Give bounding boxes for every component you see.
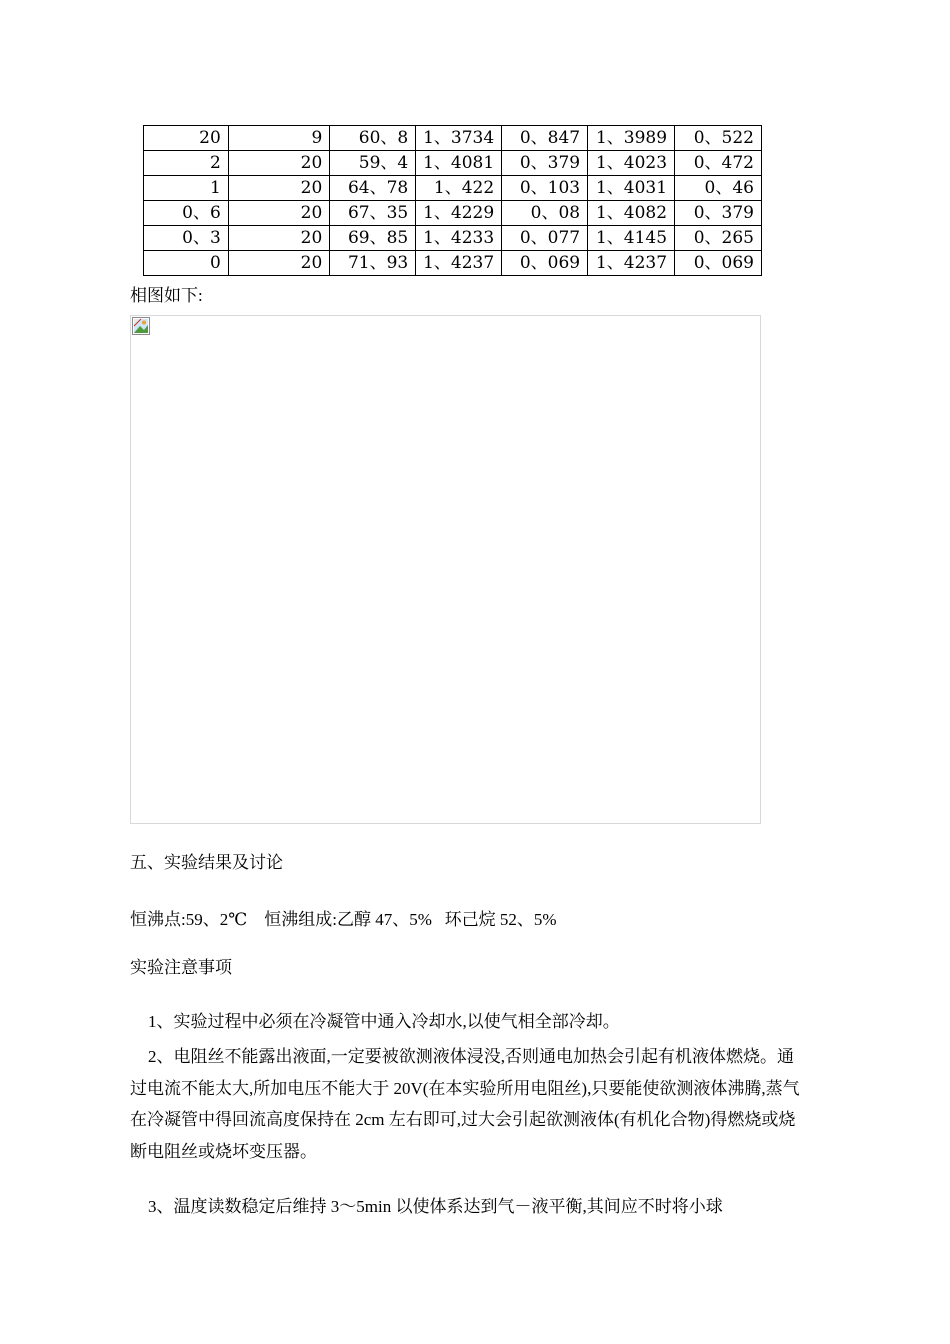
notes-heading: 实验注意事项 [130, 958, 232, 977]
table-cell: 1、3734 [416, 126, 502, 151]
table-cell: 1、4145 [588, 226, 675, 251]
table-cell: 0、847 [502, 126, 588, 151]
table-cell: 0、077 [502, 226, 588, 251]
table-cell: 0、6 [144, 201, 229, 226]
table-cell: 0、3 [144, 226, 229, 251]
table-row [144, 126, 762, 151]
table-row [144, 226, 762, 251]
table-cell: 0、069 [502, 251, 588, 276]
table-cell: 0、265 [675, 226, 762, 251]
table-cell: 0、522 [675, 126, 762, 151]
table-cell: 1、4082 [588, 201, 675, 226]
figure-placeholder [130, 315, 761, 824]
table-cell: 1、4031 [588, 176, 675, 201]
table-cell: 0、379 [502, 151, 588, 176]
table-cell: 1、4237 [588, 251, 675, 276]
table-cell: 0、46 [675, 176, 762, 201]
table-cell: 1 [144, 176, 229, 201]
table-cell: 20 [228, 176, 330, 201]
note-item: 2、电阻丝不能露出液面,一定要被欲测液体浸没,否则通电加热会引起有机液体燃烧。通过电流不能太大,所加电压不能大于 20V(在本实验所用电阻丝),只要能使欲测液体沸腾,蒸气在冷凝管中得回流高度保持在 2cm 左右即可,过大会引起欲测液体(有机化合物)得燃烧或烧断电阻丝或烧坏变压器。 [130, 1047, 800, 1161]
table-cell: 71、93 [330, 251, 416, 276]
data-table [143, 125, 762, 276]
table-row [144, 251, 762, 276]
table-cell: 0、08 [502, 201, 588, 226]
table-cell: 1、422 [416, 176, 502, 201]
table-cell: 0、069 [675, 251, 762, 276]
table-cell: 1、4023 [588, 151, 675, 176]
table-row [144, 176, 762, 201]
figure-caption: 相图如下: [130, 286, 203, 305]
table-cell: 20 [228, 226, 330, 251]
section-heading: 五、实验结果及讨论 [130, 853, 283, 872]
table-cell: 2 [144, 151, 229, 176]
table-cell: 1、4229 [416, 201, 502, 226]
table-cell: 1、4233 [416, 226, 502, 251]
broken-image-icon [132, 317, 150, 335]
table-cell: 20 [228, 251, 330, 276]
table-cell: 60、8 [330, 126, 416, 151]
table-cell: 59、4 [330, 151, 416, 176]
table-cell: 69、85 [330, 226, 416, 251]
table-cell: 20 [228, 201, 330, 226]
table-cell: 1、4237 [416, 251, 502, 276]
table-cell: 64、78 [330, 176, 416, 201]
table-cell: 20 [228, 151, 330, 176]
table-cell: 1、4081 [416, 151, 502, 176]
table-cell: 0、379 [675, 201, 762, 226]
table-row [144, 151, 762, 176]
table-cell: 67、35 [330, 201, 416, 226]
table-cell: 0 [144, 251, 229, 276]
table-row [144, 201, 762, 226]
table-cell: 1、3989 [588, 126, 675, 151]
table-cell: 9 [228, 126, 330, 151]
table-cell: 20 [144, 126, 229, 151]
note-item: 3、温度读数稳定后维持 3～5min 以使体系达到气－液平衡,其间应不时将小球 [148, 1197, 723, 1216]
result-line: 恒沸点:59、2℃ 恒沸组成:乙醇 47、5% 环己烷 52、5% [130, 910, 557, 929]
table-cell: 0、472 [675, 151, 762, 176]
table-cell: 0、103 [502, 176, 588, 201]
note-item: 1、实验过程中必须在冷凝管中通入冷却水,以使气相全部冷却。 [148, 1012, 620, 1031]
